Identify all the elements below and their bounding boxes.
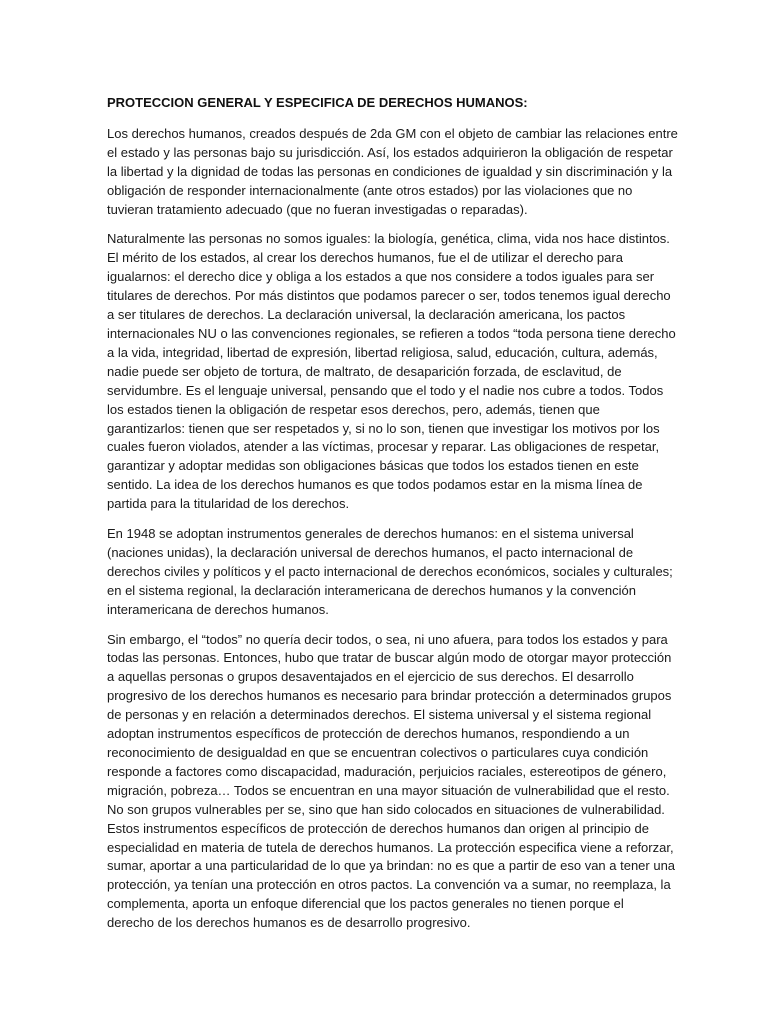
text-line: interamericana de derechos humanos. [107, 601, 329, 617]
text-line: derecho de los derechos humanos es de desarrollo progresivo. [107, 915, 471, 931]
text-line: la libertad y la dignidad de todas las personas en condiciones de igualdad y sin discriminación y la [107, 163, 673, 179]
text-line: En 1948 se adoptan instrumentos generales de derechos humanos: en el sistema universal [107, 526, 634, 542]
text-line: Los derechos humanos, creados después de 2da GM con el objeto de cambiar las relaciones entre [107, 125, 678, 141]
text-line: servidumbre. Es el lenguaje universal, pensando que el todo y el nadie nos cubre a todos. Todos [107, 382, 664, 398]
document-title: PROTECCION GENERAL Y ESPECIFICA DE DERECHOS HUMANOS: [107, 95, 528, 110]
text-line: a ser titulares de derechos. La declaración universal, la declaración americana, los pactos [107, 307, 626, 323]
text-line: progresivo de los derechos humanos es necesario para brindar protección a determinados grupos [107, 688, 672, 704]
text-line: igualarnos: el derecho dice y obliga a los estados a que nos considere a todos iguales para ser [107, 269, 655, 285]
paragraph [107, 631, 676, 934]
text-line: Sin embargo, el “todos” no quería decir todos, o sea, ni uno afuera, para todos los estados y para [107, 631, 668, 647]
text-line: garantizarlos: tienen que ser respetados y, si no lo son, tienen que investigar los motivos por los [107, 420, 660, 436]
document-body [107, 125, 678, 933]
text-line: especialidad en materia de tutela de derechos humanos. La protección especifica viene a reforzar, [107, 839, 674, 855]
text-line: adoptan instrumentos específicos de protección de derechos humanos, respondiendo a un [107, 726, 630, 742]
text-line: todas las personas. Entonces, hubo que tratar de buscar algún modo de otorgar mayor protección [107, 650, 672, 666]
text-line: Naturalmente las personas no somos iguales: la biología, genética, clima, vida nos hace distintos. [107, 231, 670, 247]
text-line: tuvieran tratamiento adecuado (que no fueran investigadas o reparadas). [107, 201, 528, 217]
document-page [107, 94, 678, 944]
paragraph [107, 125, 678, 220]
text-line: protección, ya tenían una protección en otros pactos. La convención va a sumar, no reemplaza, la [107, 877, 671, 893]
paragraph [107, 230, 676, 514]
text-line: de personas y en relación a determinados derechos. El sistema universal y el sistema regional [107, 707, 652, 723]
text-line: a aquellas personas o grupos desaventajados en el ejercicio de sus derechos. El desarrollo [107, 669, 634, 685]
text-line: sentido. La idea de los derechos humanos es que todos podamos estar en la misma línea de [107, 477, 643, 493]
text-line: El mérito de los estados, al crear los derechos humanos, fue el de utilizar el derecho para [107, 250, 623, 266]
text-line: responde a factores como discapacidad, maduración, perjuicios raciales, estereotipos de género, [107, 763, 667, 779]
text-line: el estado y las personas bajo su jurisdicción. Así, los estados adquirieron la obligación de respetar [107, 144, 673, 160]
text-line: complementa, aporta un enfoque diferencial que los pactos generales no tienen porque el [107, 896, 624, 912]
text-line: cuales fueron violados, atender a las víctimas, procesar y reparar. Las obligaciones de respetar, [107, 439, 660, 455]
text-line: garantizar y adoptar medidas son obligaciones básicas que todos los estados tienen en este [107, 458, 639, 474]
text-line: los estados tienen la obligación de respetar esos derechos, pero, además, tienen que [107, 401, 600, 417]
text-line: reconocimiento de desigualdad en que se encuentran colectivos o particulares cuya condición [107, 745, 649, 760]
text-line: derechos civiles y políticos y el pacto internacional de derechos económicos, sociales y culturales; [107, 563, 673, 579]
text-line: No son grupos vulnerables per se, sino que han sido colocados en situaciones de vulnerabilidad. [107, 801, 665, 817]
text-line: obligación de responder internacionalmente (ante otros estados) por las violaciones que no [107, 182, 633, 198]
text-line: a la vida, integridad, libertad de expresión, libertad religiosa, salud, educación, cultura, además, [107, 344, 658, 360]
text-line: partida para la titularidad de los derechos. [107, 496, 350, 512]
text-line: Estos instrumentos específicos de protección de derechos humanos dan origen al principio de [107, 820, 649, 836]
text-line: titulares de derechos. Por más distintos que podamos parecer o ser, todos tenemos igual derecho [107, 288, 671, 304]
text-line: internacionales NU o las convenciones regionales, se refieren a todos “toda persona tiene derecho [107, 325, 676, 341]
paragraph [107, 525, 673, 620]
text-line: (naciones unidas), la declaración universal de derechos humanos, el pacto internacional de [107, 544, 634, 560]
text-line: en el sistema regional, la declaración interamericana de derechos humanos y la convención [107, 582, 636, 598]
text-line: nadie puede ser objeto de tortura, de maltrato, de desaparición forzada, de esclavitud, de [107, 363, 622, 379]
text-line: sumar, aportar a una particularidad de lo que ya brindan: no es que a partir de eso van a tener una [107, 858, 676, 874]
text-line: migración, pobreza… Todos se encuentran en una mayor situación de vulnerabilidad que el resto. [107, 782, 670, 798]
